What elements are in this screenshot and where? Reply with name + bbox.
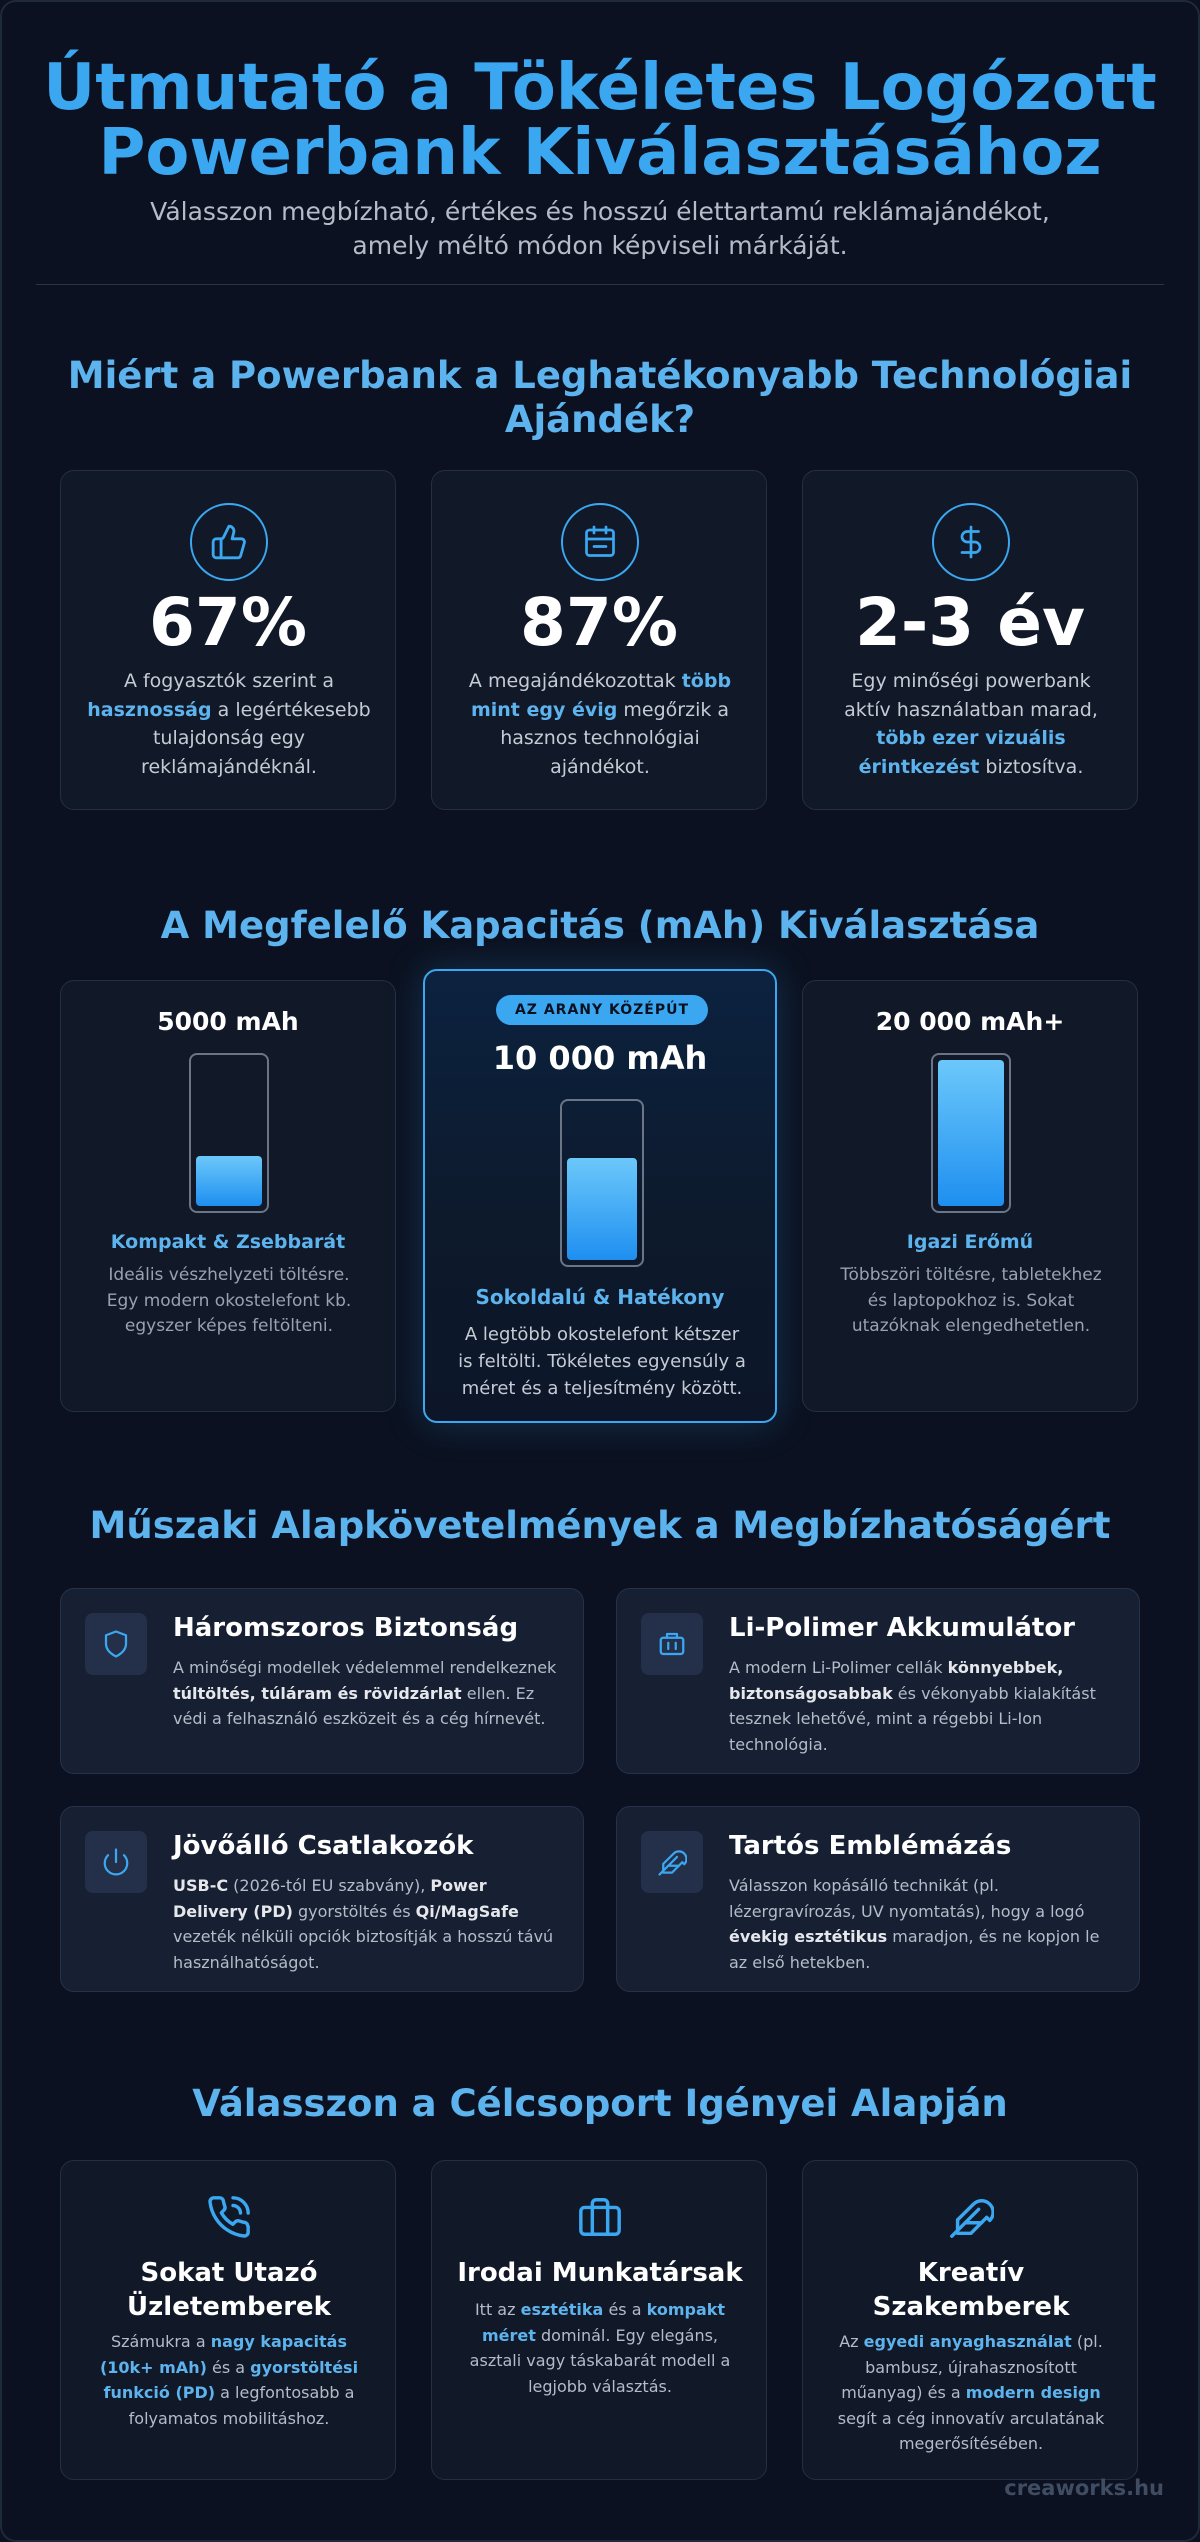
text-segment: segít a cég innovatív arculatának megerősítésében. xyxy=(837,2408,1105,2454)
capacity-card-10000 xyxy=(423,969,777,1423)
audience-card-creatives xyxy=(802,2160,1138,2480)
shield-icon xyxy=(85,1613,147,1675)
requirement-card-branding xyxy=(616,1806,1140,1992)
audience-title xyxy=(81,2257,377,2325)
battery-graphic xyxy=(931,1053,1011,1213)
battery-graphic xyxy=(560,1099,644,1267)
capacity-label: 20 000 mAh+ xyxy=(875,1007,1065,1036)
text-highlight: több mint egy évig xyxy=(470,670,732,721)
text-segment: Válasszon kopásálló technikát (pl. lézergravírozás, UV nyomtatás), hogy a logó xyxy=(729,1876,1085,1921)
requirement-description xyxy=(729,1655,1119,1757)
phone-icon xyxy=(203,2191,255,2243)
text-segment: biztosítva. xyxy=(979,755,1084,778)
capacity-section-title: A Megfelelő Kapacitás (mAh) Kiválasztása xyxy=(160,904,1040,947)
text-segment: maradjon, és ne kopjon le az első hetekben. xyxy=(729,1927,1100,1972)
text-highlight: gyorstöltési funkció (PD) xyxy=(103,2357,359,2403)
text-segment: megőrzik a hasznos technológiai ajándékot. xyxy=(500,698,730,778)
recommended-badge: AZ ARANY KÖZÉPÚT xyxy=(496,995,708,1025)
text-segment: (pl. bambusz, újrahasznosított műanyag) és a xyxy=(841,2332,1103,2403)
text-highlight: több ezer vizuális érintkezést xyxy=(858,727,1066,778)
text-segment: a legfontosabb a folyamatos mobilitáshoz. xyxy=(128,2383,355,2428)
page-title-line-2: Powerbank Kiválasztásához xyxy=(98,116,1102,191)
capacity-name: Kompakt & Zsebbarát xyxy=(110,1231,346,1253)
text-highlight: egyedi anyaghasználat xyxy=(863,2332,1072,2351)
text-highlight: hasznosság xyxy=(87,698,212,721)
text-highlight: könnyebbek, biztonságosabbak xyxy=(729,1658,1064,1703)
requirement-card-connectors xyxy=(60,1806,584,1992)
capacity-card-5000 xyxy=(60,980,396,1412)
text-segment: és a xyxy=(603,2300,647,2319)
stat-card-retention xyxy=(431,470,767,810)
audience-card-office xyxy=(431,2160,767,2480)
battery-graphic xyxy=(189,1053,269,1213)
text-segment: dominál. Egy elegáns, asztali vagy táskabarát modell a legjobb választás. xyxy=(469,2325,731,2396)
page-title xyxy=(40,51,1160,191)
briefcase-icon xyxy=(574,2191,626,2243)
text-highlight: kompakt méret xyxy=(481,2300,726,2345)
text-segment: Az xyxy=(839,2332,864,2351)
text-segment: gyorstöltés és xyxy=(292,1901,416,1921)
why-section-title xyxy=(60,354,1140,443)
stat-description xyxy=(829,667,1113,781)
text-segment: és vékonyabb kialakítást tesznek lehetővé, mint a régebbi Li-Ion technológia. xyxy=(729,1683,1096,1754)
calendar-icon xyxy=(561,503,639,581)
requirement-card-safety xyxy=(60,1588,584,1774)
why-title-line-2: Ajándék? xyxy=(504,398,696,442)
capacity-description: Ideális vészhelyzeti töltésre. Egy modern okostelefont kb. egyszer képes feltölteni. xyxy=(106,1265,352,1336)
text-segment: Itt az xyxy=(474,2300,521,2319)
text-highlight: Qi/MagSafe xyxy=(415,1901,519,1921)
requirement-description xyxy=(173,1873,563,1975)
stat-value: 67% xyxy=(149,584,307,661)
requirement-description xyxy=(173,1655,563,1732)
requirement-title: Tartós Emblémázás xyxy=(729,1831,1012,1861)
text-segment: A modern Li-Polimer cellák xyxy=(729,1658,948,1677)
text-highlight: évekig esztétikus xyxy=(729,1927,888,1947)
audience-section-title: Válasszon a Célcsoport Igényei Alapján xyxy=(192,2082,1008,2125)
footer-brand-link[interactable]: creaworks.hu xyxy=(1004,2476,1164,2500)
capacity-description: A legtöbb okostelefont kétszer is feltölti. Tökéletes egyensúly a méret és a teljesítmény között. xyxy=(458,1324,746,1399)
feather-icon xyxy=(641,1831,703,1893)
text-segment: és a xyxy=(206,2357,251,2377)
audience-title: Irodai Munkatársak xyxy=(457,2258,743,2288)
audience-description xyxy=(458,2297,742,2399)
page-subtitle-line-1: Válasszon megbízható, értékes és hosszú élettartamú reklámajándékot, xyxy=(150,197,1050,226)
capacity-description: Többszöri töltésre, tabletekhez és laptopokhoz is. Sokat utazóknak elengedhetetlen. xyxy=(840,1265,1102,1336)
requirement-title: Jövőálló Csatlakozók xyxy=(173,1831,474,1861)
text-segment: A megajándékozottak xyxy=(468,670,682,692)
text-segment: Egy minőségi powerbank aktív használatban marad, xyxy=(844,670,1098,721)
hero-divider xyxy=(36,284,1164,285)
stat-description xyxy=(87,667,371,781)
text-segment: Számukra a xyxy=(111,2332,211,2351)
text-highlight: Power Delivery (PD) xyxy=(173,1876,487,1921)
requirements-section-title: Műszaki Alapkövetelmények a Megbízhatóságért xyxy=(89,1504,1111,1547)
requirement-title: Li-Polimer Akkumulátor xyxy=(729,1613,1075,1643)
page-subtitle xyxy=(120,195,1080,263)
text-segment: a legértékesebb tulajdonság egy reklámajándéknál. xyxy=(141,698,371,778)
audience-title xyxy=(823,2257,1119,2325)
dollar-icon xyxy=(932,503,1010,581)
battery-level xyxy=(567,1158,637,1260)
text-segment: A fogyasztók szerint a xyxy=(123,670,335,692)
page-subtitle-line-2: amely méltó módon képviseli márkáját. xyxy=(352,231,848,260)
text-segment: ellen. Ez védi a felhasználó eszközeit és a cég hírnevét. xyxy=(173,1683,546,1729)
requirement-title: Háromszoros Biztonság xyxy=(173,1613,519,1643)
text-highlight: modern design xyxy=(965,2383,1101,2403)
capacity-label: 10 000 mAh xyxy=(492,1039,708,1077)
why-title-line-1: Miért a Powerbank a Leghatékonyabb Technológiai xyxy=(67,354,1133,397)
text-highlight: esztétika xyxy=(520,2300,604,2319)
text-highlight: USB-C xyxy=(173,1876,229,1895)
audience-title-line-2: Szakemberek xyxy=(872,2291,1070,2322)
battery-level xyxy=(196,1156,262,1206)
text-highlight: túltöltés, túláram és rövidzárlat xyxy=(173,1683,462,1703)
stat-value: 2-3 év xyxy=(854,584,1085,661)
text-segment: (2026-tól EU szabvány), xyxy=(228,1876,431,1895)
page-title-line-1: Útmutató a Tökéletes Logózott xyxy=(43,51,1157,125)
stat-card-usefulness xyxy=(60,470,396,810)
text-segment: A minőségi modellek védelemmel rendelkeznek xyxy=(173,1658,557,1677)
requirement-card-battery xyxy=(616,1588,1140,1774)
audience-card-travelers xyxy=(60,2160,396,2480)
requirement-description xyxy=(729,1873,1119,1975)
text-segment: vezeték nélküli opciók biztosítják a hosszú távú használhatóságot. xyxy=(173,1927,554,1972)
audience-title-line-1: Kreatív xyxy=(917,2258,1025,2288)
thumbs-up-icon xyxy=(190,503,268,581)
stat-description xyxy=(458,667,742,781)
text-highlight: nagy kapacitás (10k+ mAh) xyxy=(99,2332,347,2377)
capacity-name: Igazi Erőmű xyxy=(906,1231,1034,1253)
capacity-name: Sokoldalú & Hatékony xyxy=(475,1285,725,1309)
power-icon xyxy=(85,1831,147,1893)
feather-icon xyxy=(945,2191,997,2243)
battery-level xyxy=(938,1060,1004,1206)
stat-card-lifetime xyxy=(802,470,1138,810)
capacity-label: 5000 mAh xyxy=(157,1007,299,1036)
audience-title-line-1: Sokat Utazó xyxy=(140,2258,318,2288)
audience-description xyxy=(829,2329,1113,2457)
stat-value: 87% xyxy=(520,584,678,661)
audience-description xyxy=(87,2329,371,2431)
capacity-card-20000 xyxy=(802,980,1138,1412)
battery-icon xyxy=(641,1613,703,1675)
audience-title-line-2: Üzletemberek xyxy=(127,2291,331,2322)
